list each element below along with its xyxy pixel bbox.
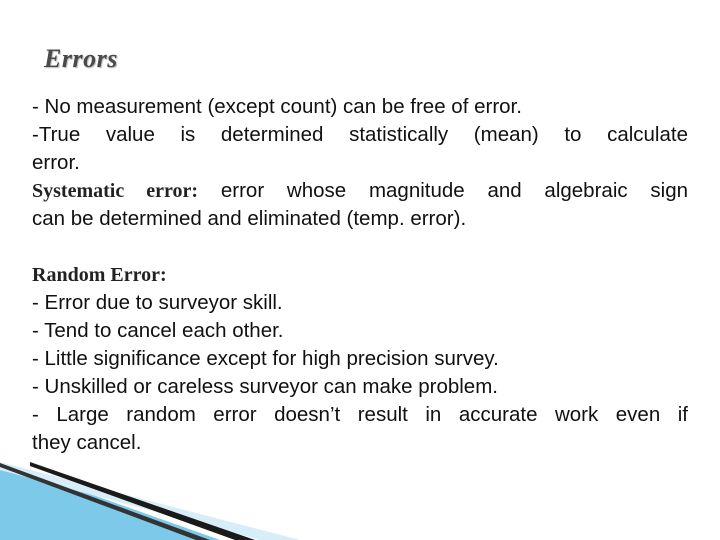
random-error-heading: Random Error:	[32, 264, 167, 286]
line-systematic-cont: can be determined and eliminated (temp. error).	[32, 207, 467, 230]
line-random-2: - Tend to cancel each other.	[32, 319, 284, 342]
line-true-value: -True value is determined statistically (mean) to calculate	[32, 123, 688, 146]
systematic-text: error whose magnitude and algebraic sign	[198, 179, 688, 202]
slide-body	[32, 93, 688, 457]
line-random-3: - Little significance except for high precision survey.	[32, 347, 499, 370]
line-random-5-cont: they cancel.	[32, 431, 142, 454]
line-systematic	[32, 177, 688, 205]
systematic-label: Systematic error:	[32, 180, 199, 202]
slide-title: Errors	[44, 44, 118, 73]
line-measurement: - No measurement (except count) can be free of error.	[32, 95, 522, 118]
spacer	[32, 233, 688, 261]
line-random-5: - Large random error doesn’t result in accurate work even if	[32, 403, 688, 426]
line-random-4: - Unskilled or careless surveyor can make problem.	[32, 375, 498, 398]
line-random-1: - Error due to surveyor skill.	[32, 291, 283, 314]
line-true-value-cont: error.	[32, 151, 80, 174]
